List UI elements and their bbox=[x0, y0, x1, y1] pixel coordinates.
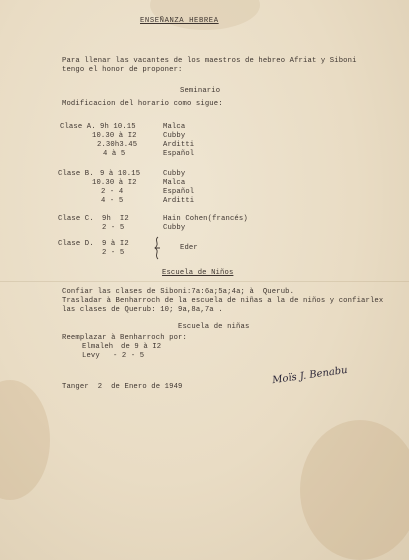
clase-a-time-1: 9h 10.15 bbox=[100, 123, 136, 131]
clase-d-teacher-1: Eder bbox=[180, 244, 198, 252]
handwritten-signature: Moïs J. Benabu bbox=[271, 364, 349, 387]
clase-b-time-3: 2 - 4 bbox=[101, 188, 124, 196]
confiar-line: Confiar las clases de Siboni:7a:6a;5a;4a; à Querub. bbox=[62, 288, 295, 296]
trasladar-line-2: las clases de Querub: 10; 9a,8a,7a . bbox=[62, 306, 223, 314]
hand-drawn-brace bbox=[151, 236, 163, 260]
clase-b-teacher-2: Malca bbox=[163, 179, 186, 187]
clase-a-time-4: 4 à 5 bbox=[103, 150, 126, 158]
clase-a-time-2: 10.30 à I2 bbox=[92, 132, 137, 140]
paper-stain bbox=[0, 380, 50, 500]
clase-d-time-1: 9 à I2 bbox=[102, 240, 129, 248]
clase-c-teacher-2: Cubby bbox=[163, 224, 186, 232]
clase-b-teacher-3: Español bbox=[163, 188, 195, 196]
section-seminario: Seminario bbox=[180, 87, 221, 95]
reemplazo-name-2: Levy bbox=[82, 352, 100, 360]
section-escuela-ninas: Escuela de niñas bbox=[178, 323, 250, 331]
modificacion-line: Modificacion del horario como sigue: bbox=[62, 100, 223, 108]
clase-d-label: Clase D. bbox=[58, 240, 94, 248]
intro-line-2: tengo el honor de proponer: bbox=[62, 66, 183, 74]
clase-a-teacher-1: Malca bbox=[163, 123, 186, 131]
clase-b-label: Clase B. bbox=[58, 170, 94, 178]
clase-b-time-2: 10.30 à I2 bbox=[92, 179, 137, 187]
section-escuela-ninos: Escuela de Niños bbox=[162, 269, 234, 277]
reemplazo-time-2: - 2 - 5 bbox=[113, 352, 145, 360]
fold-line bbox=[0, 281, 409, 282]
clase-c-label: Clase C. bbox=[58, 215, 94, 223]
clase-a-time-3: 2.30h3.45 bbox=[97, 141, 138, 149]
paper-stain bbox=[300, 420, 409, 560]
clase-c-time-2: 2 - 5 bbox=[102, 224, 125, 232]
intro-line-1: Para llenar las vacantes de los maestros de hebreo Afriat y Siboni bbox=[62, 57, 357, 65]
clase-a-teacher-2: Cubby bbox=[163, 132, 186, 140]
document-title: ENSEÑANZA HEBREA bbox=[140, 17, 219, 25]
clase-b-time-4: 4 - 5 bbox=[101, 197, 124, 205]
clase-b-teacher-1: Cubby bbox=[163, 170, 186, 178]
clase-b-teacher-4: Arditti bbox=[163, 197, 195, 205]
clase-a-teacher-4: Español bbox=[163, 150, 195, 158]
clase-a-label: Clase A. bbox=[60, 123, 96, 131]
clase-d-time-2: 2 - 5 bbox=[102, 249, 125, 257]
clase-c-time-1: 9h I2 bbox=[102, 215, 129, 223]
reemplazar-line: Reemplazar à Benharroch por: bbox=[62, 334, 187, 342]
reemplazo-name-1: Elmaleh bbox=[82, 343, 114, 351]
date-line: Tanger 2 de Enero de 1949 bbox=[62, 383, 183, 391]
clase-c-teacher-1: Hain Cohen(francés) bbox=[163, 215, 248, 223]
clase-b-time-1: 9 à 10.15 bbox=[100, 170, 141, 178]
trasladar-line-1: Trasladar à Benharroch de la escuela de niñas a la de niños y confiarlex bbox=[62, 297, 384, 305]
clase-a-teacher-3: Arditti bbox=[163, 141, 195, 149]
reemplazo-time-1: de 9 à I2 bbox=[121, 343, 162, 351]
